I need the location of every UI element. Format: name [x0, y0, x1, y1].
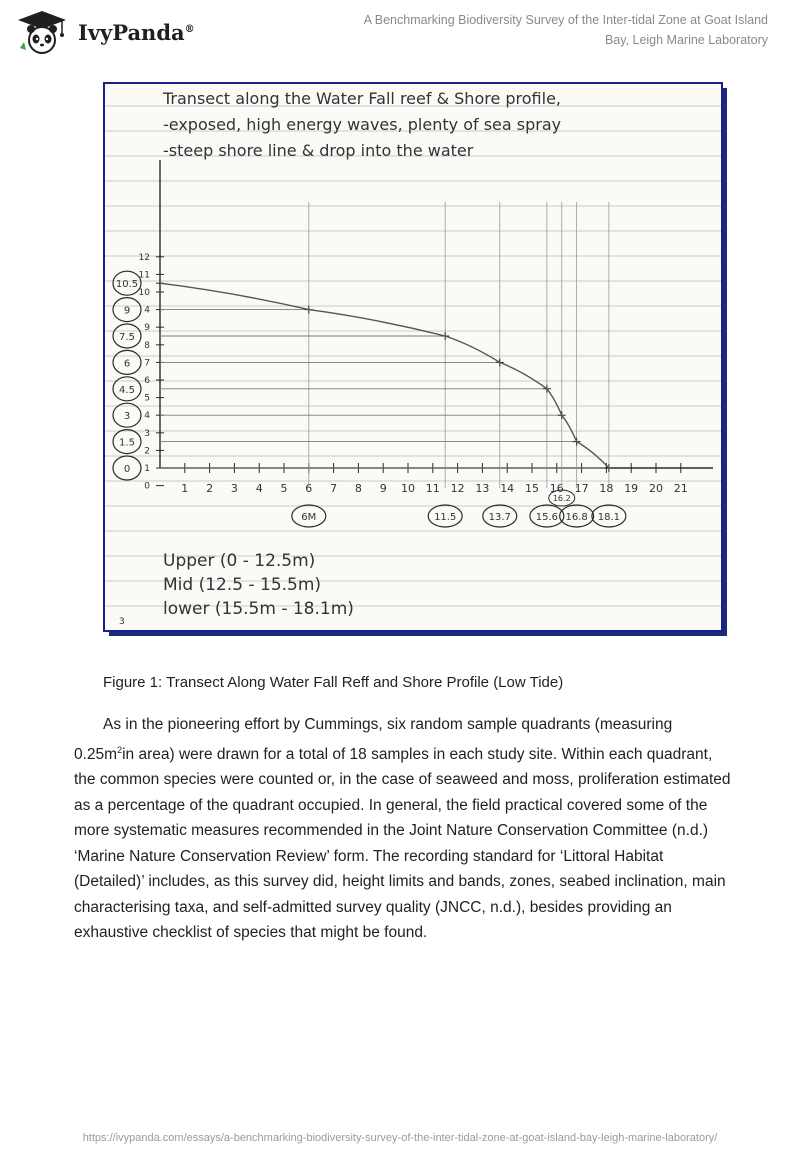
zone-note-1: Upper (0 - 12.5m)	[163, 551, 316, 571]
paragraph-superscript: 2	[117, 744, 123, 755]
y-circle-label: 10.5	[115, 279, 139, 291]
y-circle-label: 3	[123, 411, 131, 423]
x-tick-label: 1	[181, 482, 189, 495]
x-tick-label: 19	[624, 482, 639, 495]
y-tick-label: 3	[144, 428, 150, 439]
distance-mark-label: 18.1	[597, 512, 621, 523]
x-tick-label: 10	[401, 482, 415, 495]
distance-mark-label: 11.5	[434, 512, 457, 523]
y-tick-label: 1	[144, 464, 150, 474]
page-header	[0, 0, 800, 60]
guide-lines	[156, 202, 613, 488]
figure-image	[103, 82, 723, 632]
note-line-2: -exposed, high energy waves, plenty of sea spray	[163, 115, 562, 134]
x-tick-label: 12	[450, 482, 465, 495]
x-tick-label: 18	[599, 482, 614, 495]
x-tick-label: 11	[425, 482, 440, 495]
y-tick-label: 10	[138, 288, 150, 298]
ivypanda-logo[interactable]	[14, 8, 204, 56]
note-line-1: Transect along the Water Fall reef & Shore profile,	[163, 89, 562, 108]
y-tick-label: 8	[144, 340, 150, 351]
x-tick-label: 5	[280, 482, 288, 495]
x-tick-label: 14	[500, 482, 515, 495]
x-tick-label: 15	[525, 482, 539, 495]
corner-mark: 3	[119, 617, 125, 627]
x-tick-label: 4	[255, 482, 263, 495]
x-tick-label: 16	[549, 482, 564, 495]
body-paragraph	[74, 712, 734, 946]
x-tick-label: 21	[673, 482, 688, 495]
y-circle-label: 7.5	[119, 332, 135, 343]
panda-graduate-icon	[14, 8, 70, 56]
x-tick-label: 9	[379, 482, 387, 495]
y-tick-label: 6	[144, 376, 150, 386]
y-circle-label: 0	[123, 464, 131, 475]
y-tick-label: 2	[144, 446, 150, 457]
footer-url[interactable]: https://ivypanda.com/essays/a-benchmarking-biodiversity-survey-of-the-inter-tidal-zone-at-goat-island-bay-leigh-marine-laboratory/	[82, 1132, 718, 1144]
figure-transect	[103, 82, 729, 638]
distance-mark-label: 16.8	[565, 512, 588, 523]
profile-line	[160, 283, 611, 468]
handwritten-notes	[162, 89, 561, 160]
x-tick-label: 8	[354, 482, 362, 495]
x-tick-label: 6	[305, 482, 313, 495]
profile-curve	[160, 283, 611, 468]
zone-notes	[119, 551, 354, 627]
axes	[139, 160, 713, 495]
zone-note-3: lower (15.5m - 18.1m)	[163, 599, 354, 619]
y-circle-label: 1.5	[119, 437, 135, 449]
x-tick-label: 2	[206, 482, 214, 495]
y-circle-label: 6	[123, 358, 131, 370]
y-tick-label: 4	[144, 305, 150, 316]
y-circle-label: 4.5	[119, 384, 135, 396]
distance-marks	[292, 490, 626, 527]
distance-mark-label: 15.6	[535, 512, 559, 523]
x-tick-label: 3	[230, 482, 238, 495]
logo-wordmark: IvyPanda®	[78, 20, 195, 45]
distance-mark-label: 6M	[301, 512, 317, 523]
paragraph-part-1: As in the pioneering effort by Cummings, six random sample quadrants (measuring 0.25m	[74, 716, 673, 763]
figure-caption: Figure 1: Transect Along Water Fall Reff and Shore Profile (Low Tide)	[103, 674, 564, 691]
y-tick-label: 0	[144, 481, 150, 492]
x-tick-label: 13	[475, 482, 490, 495]
y-circle-label: 9	[123, 305, 131, 317]
hand-drawn-profile-chart	[105, 84, 721, 630]
y-circled-labels	[113, 271, 141, 480]
x-tick-label: 20	[649, 482, 663, 495]
note-line-3: -steep shore line & drop into the water	[163, 141, 474, 160]
zone-note-2: Mid (12.5 - 15.5m)	[163, 575, 322, 595]
y-tick-label: 11	[138, 270, 150, 281]
x-tick-label: 17	[574, 482, 589, 495]
y-tick-label: 7	[144, 358, 150, 369]
y-tick-label: 9	[144, 323, 150, 334]
document-title: A Benchmarking Biodiversity Survey of the Inter-tidal Zone at Goat Island Bay, Leigh Marine Laboratory	[363, 13, 768, 47]
paragraph-part-2: in area) were drawn for a total of 18 samples in each study site. Within each quadrant, the common species were counted or, in the case of seaweed and moss, proliferation estimated as a percentage of the quadrant occupied. In general, the field practical covered some of the more systematic measures recommended in the Joint Nature Conservation Committee (n.d.) ‘Marine Nature Conservation Review’ form. The recording standard for ‘Littoral Habitat (Detailed)’ includes, as this survey did, height limits and bands, zones, seabed inclination, main characterising taxa, and self-admitted survey quality (JNCC, n.d.), besides providing an exhaustive checklist of species that might be found.	[74, 745, 731, 942]
extra-mark-label: 16.2	[552, 494, 571, 503]
y-tick-label: 5	[144, 393, 150, 404]
y-tick-label: 12	[138, 252, 150, 263]
distance-mark-label: 13.7	[488, 512, 511, 523]
y-tick-label: 4	[144, 411, 150, 422]
x-tick-label: 7	[330, 482, 338, 495]
